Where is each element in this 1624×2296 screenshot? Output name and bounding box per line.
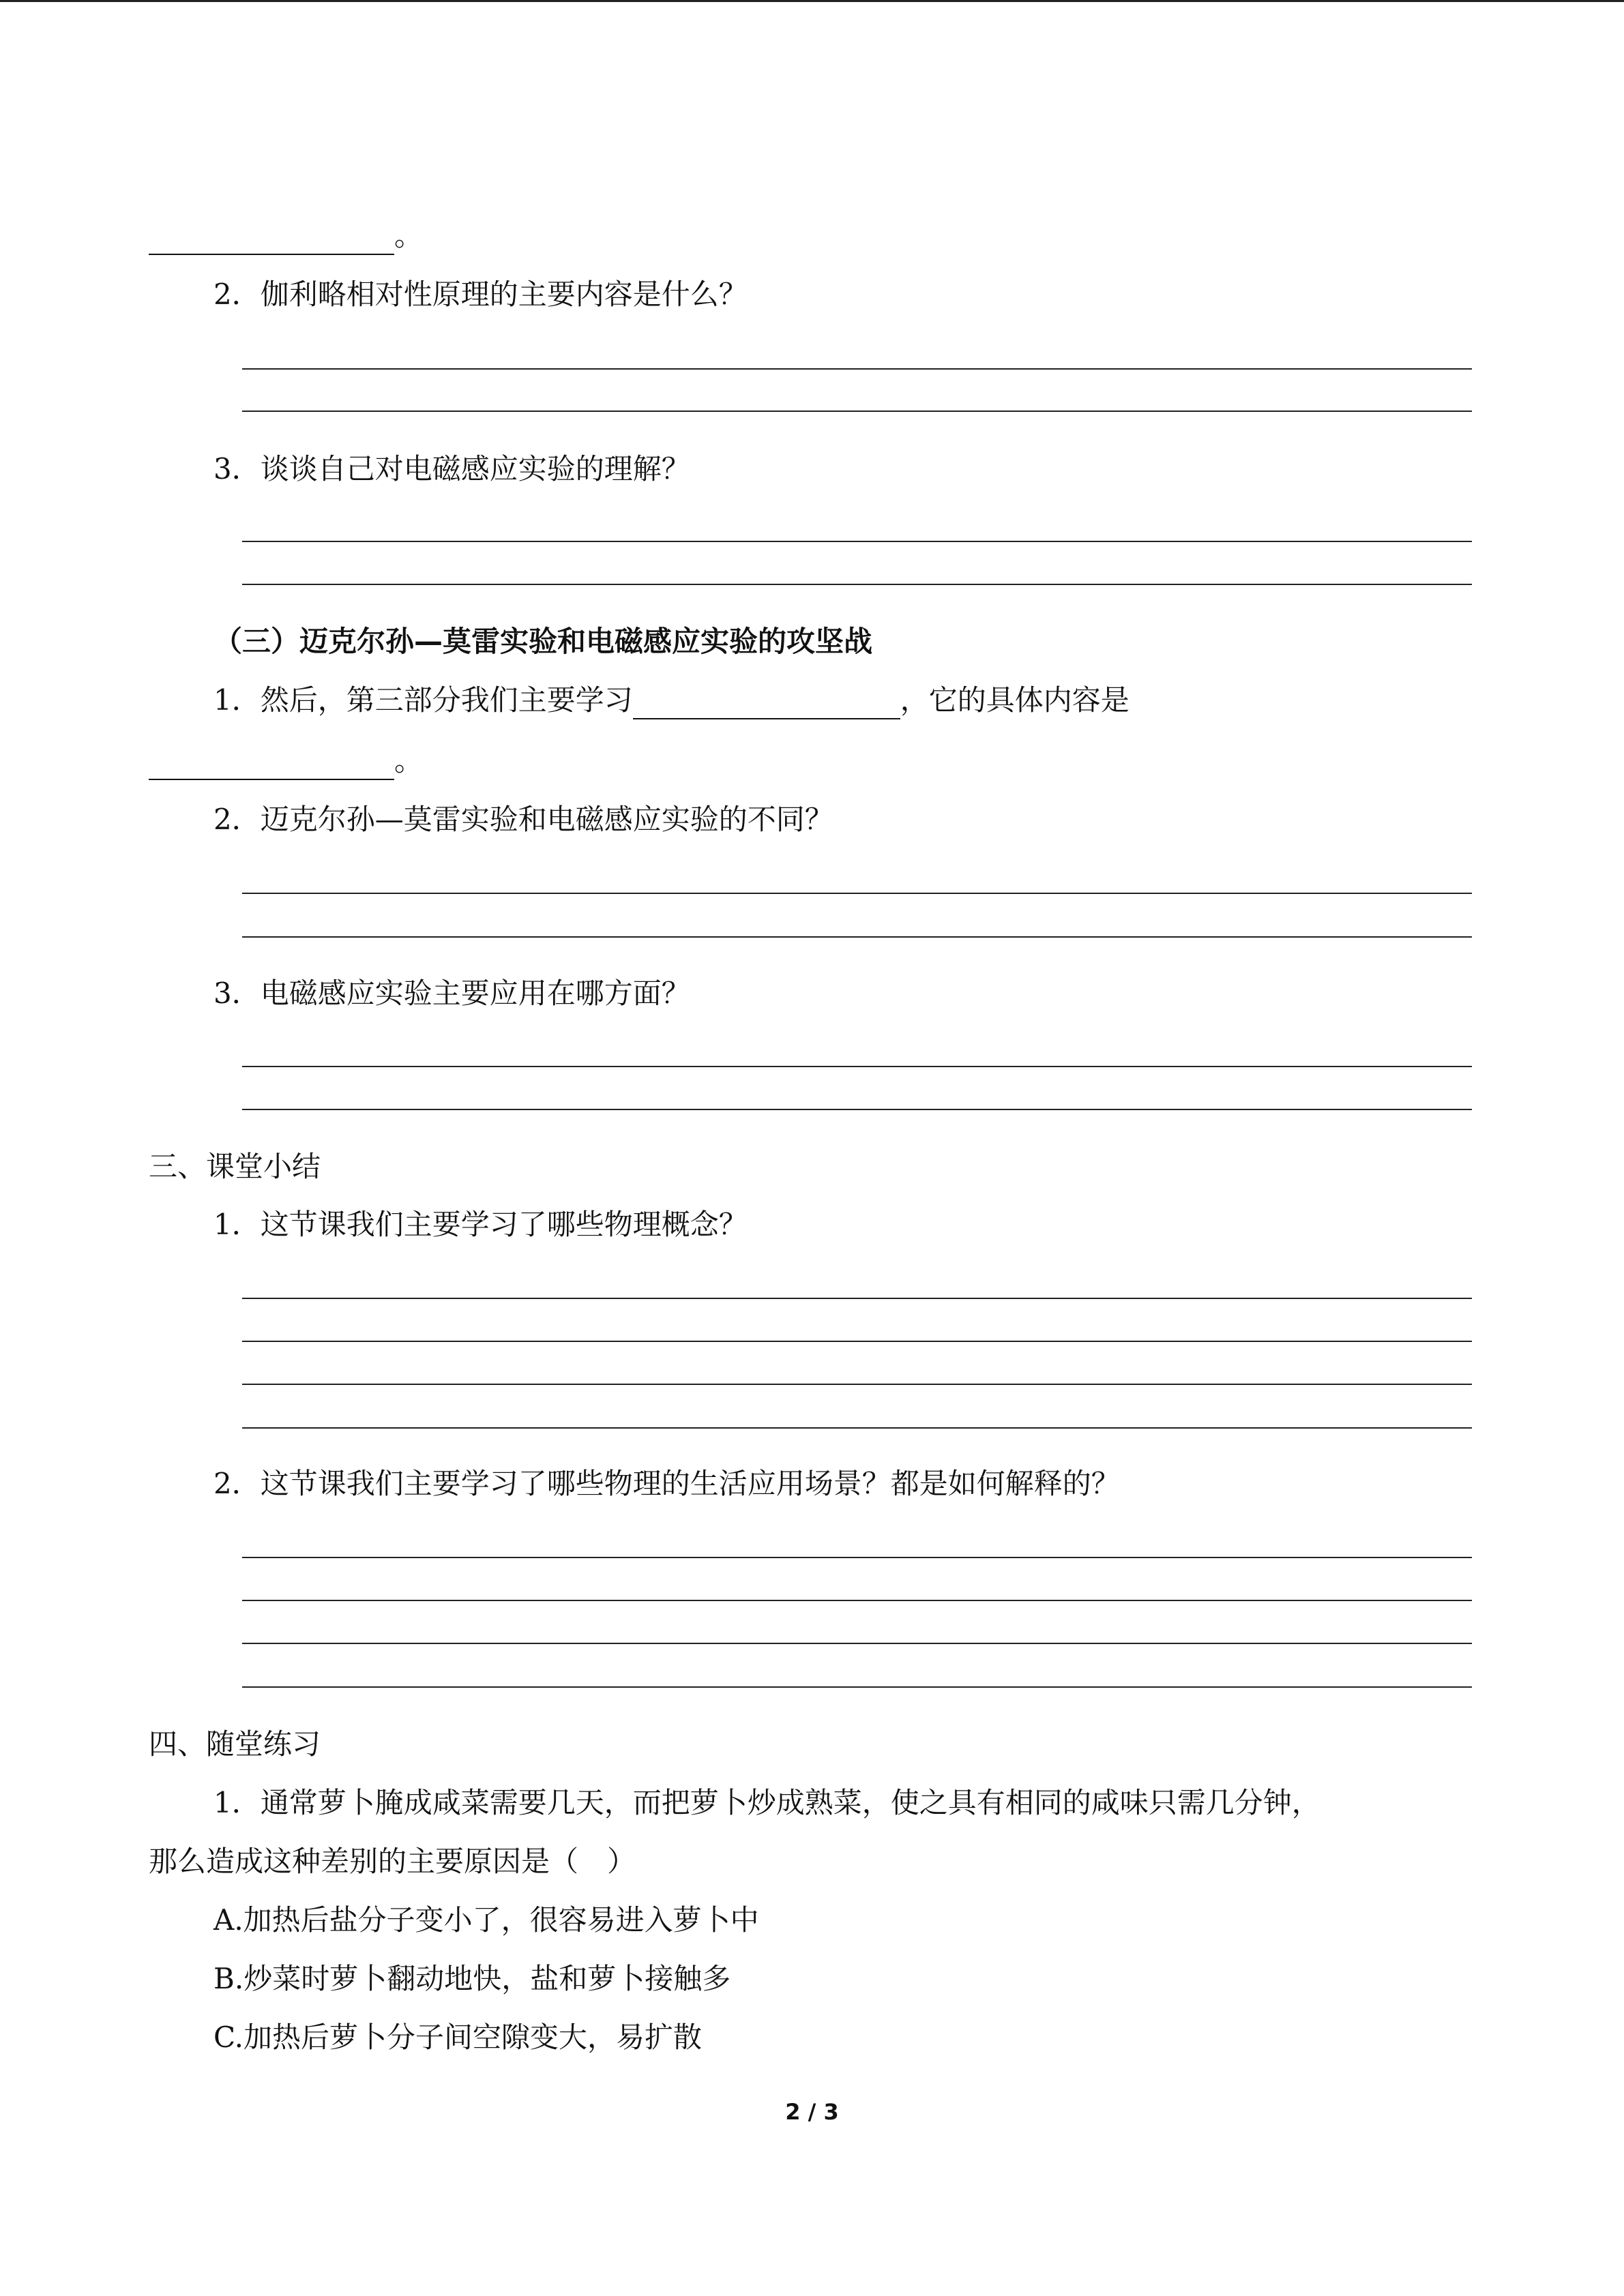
practice-question-1-cont: 那么造成这种差别的主要原因是（ ） (149, 1845, 636, 1878)
page-number: 2 / 3 (785, 2099, 839, 2125)
section-heading-3: （三）迈克尔孙—莫雷实验和电磁感应实验的攻坚战 (213, 625, 873, 658)
section-heading-practice: 四、随堂练习 (149, 1727, 321, 1761)
answer-line[interactable] (242, 1298, 1472, 1299)
answer-line[interactable] (242, 584, 1472, 585)
question-1-fill: 1．然后，第三部分我们主要学习 ，它的具体内容是 (213, 681, 1130, 719)
summary-question-2: 2．这节课我们主要学习了哪些物理的生活应用场景？都是如何解释的？ (213, 1467, 1120, 1500)
question-3: 3．电磁感应实验主要应用在哪方面？ (213, 976, 690, 1010)
option-a[interactable]: A.加热后盐分子变小了，很容易进入萝卜中 (213, 1903, 759, 1937)
answer-line[interactable] (242, 1643, 1472, 1644)
answer-line[interactable] (242, 936, 1472, 938)
answer-line[interactable] (242, 1686, 1472, 1688)
answer-line[interactable] (242, 368, 1472, 370)
answer-line[interactable] (242, 1066, 1472, 1067)
question-3: 3．谈谈自己对电磁感应实验的理解？ (213, 452, 690, 486)
section-heading-summary: 三、课堂小结 (149, 1150, 321, 1183)
practice-question-1: 1．通常萝卜腌成咸菜需要几天，而把萝卜炒成熟菜，使之具有相同的咸味只需几分钟， (213, 1786, 1320, 1819)
answer-line[interactable] (242, 1384, 1472, 1385)
answer-line[interactable] (242, 411, 1472, 412)
fill-blank-line[interactable]: 。 (149, 217, 423, 255)
page-top-border (0, 0, 1624, 2)
answer-line[interactable] (242, 1600, 1472, 1601)
fill-blank-line[interactable]: 。 (149, 742, 423, 780)
summary-question-1: 1．这节课我们主要学习了哪些物理概念？ (213, 1208, 748, 1241)
answer-line[interactable] (242, 541, 1472, 542)
answer-line[interactable] (242, 893, 1472, 894)
fill-blank[interactable] (633, 691, 900, 719)
option-c[interactable]: C.加热后萝卜分子间空隙变大，易扩散 (213, 2021, 702, 2054)
question-2: 2．迈克尔孙—莫雷实验和电磁感应实验的不同？ (213, 803, 833, 836)
answer-line[interactable] (242, 1557, 1472, 1558)
answer-line[interactable] (242, 1109, 1472, 1110)
answer-line[interactable] (242, 1427, 1472, 1429)
answer-line[interactable] (242, 1341, 1472, 1342)
option-b[interactable]: B.炒菜时萝卜翻动地快，盐和萝卜接触多 (213, 1962, 731, 1995)
question-2: 2．伽利略相对性原理的主要内容是什么？ (213, 278, 748, 311)
